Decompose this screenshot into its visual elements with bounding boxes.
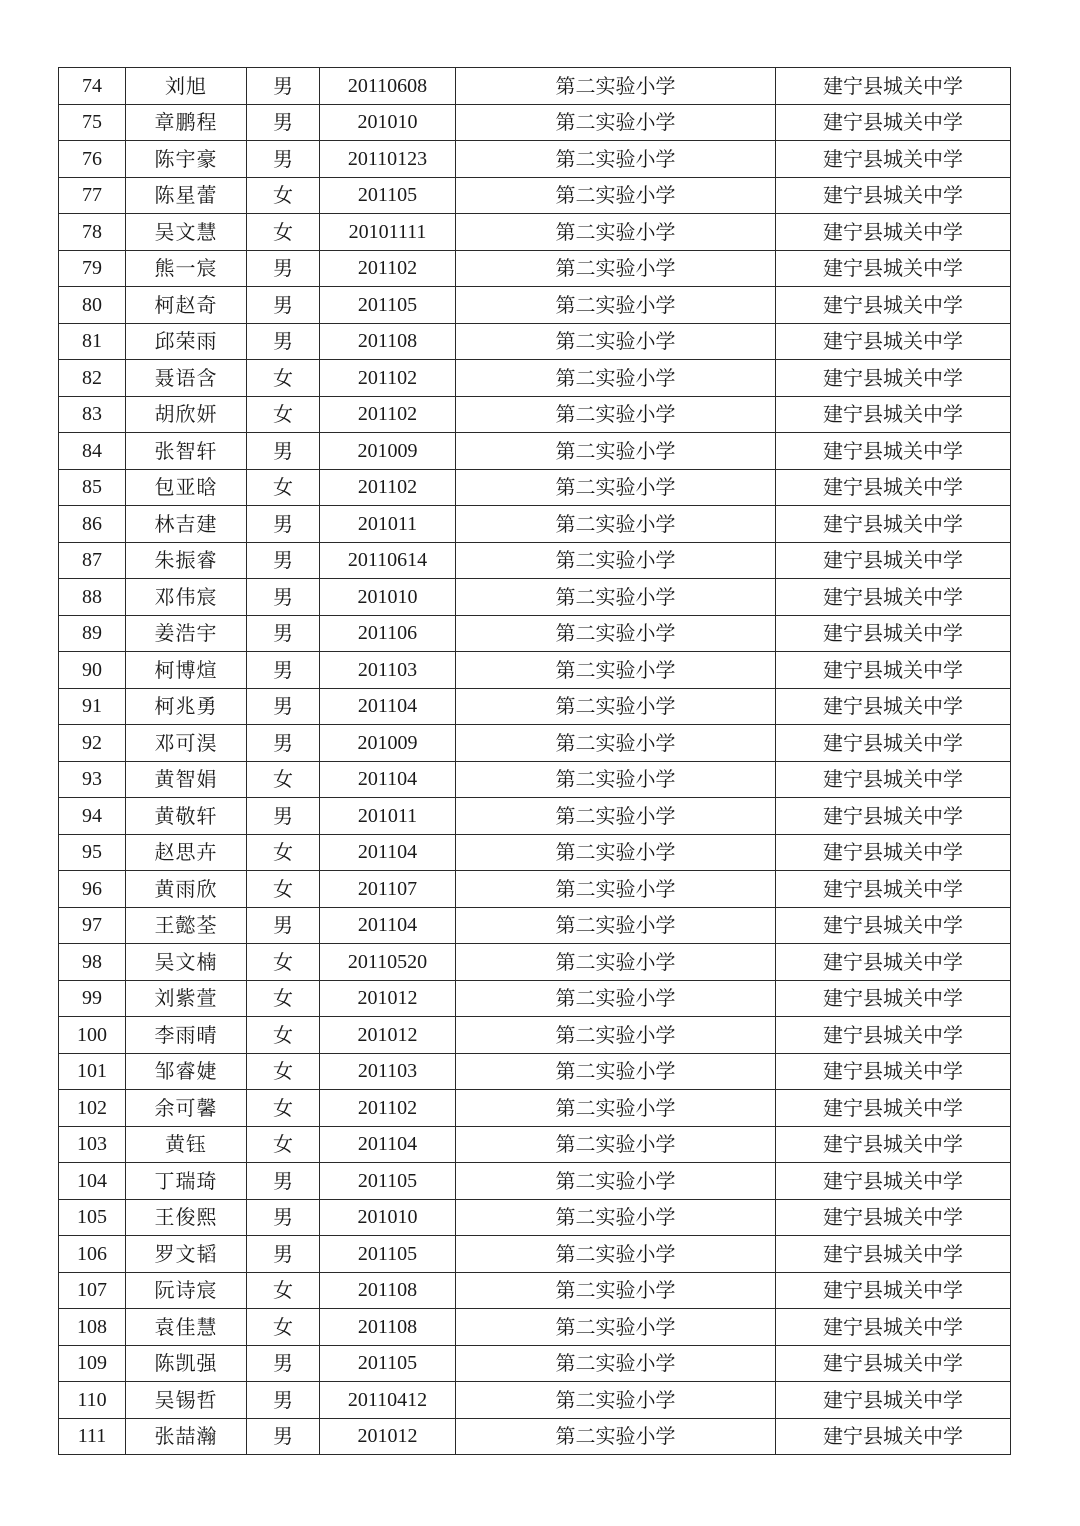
- row-number-cell: 110: [59, 1382, 126, 1419]
- gender-cell: 男: [247, 68, 320, 105]
- from-school-cell: 第二实验小学: [456, 980, 776, 1017]
- student-name-cell: 黄钰: [126, 1126, 247, 1163]
- roster-body: [59, 68, 1011, 1455]
- birth-date-cell: 201102: [320, 396, 456, 433]
- row-number-cell: 74: [59, 68, 126, 105]
- to-school-cell: 建宁县城关中学: [776, 761, 1011, 798]
- to-school-cell: 建宁县城关中学: [776, 579, 1011, 616]
- birth-date-cell: 201105: [320, 287, 456, 324]
- to-school-cell: 建宁县城关中学: [776, 433, 1011, 470]
- row-number-cell: 91: [59, 688, 126, 725]
- from-school-cell: 第二实验小学: [456, 1272, 776, 1309]
- table-row: [59, 1163, 1011, 1200]
- student-name-cell: 邓伟宸: [126, 579, 247, 616]
- gender-cell: 男: [247, 907, 320, 944]
- table-row: [59, 1418, 1011, 1455]
- table-row: [59, 214, 1011, 251]
- student-roster-table: [58, 67, 1011, 1455]
- student-name-cell: 朱振睿: [126, 542, 247, 579]
- row-number-cell: 109: [59, 1345, 126, 1382]
- gender-cell: 男: [247, 798, 320, 835]
- birth-date-cell: 201104: [320, 688, 456, 725]
- birth-date-cell: 201103: [320, 1053, 456, 1090]
- row-number-cell: 99: [59, 980, 126, 1017]
- from-school-cell: 第二实验小学: [456, 433, 776, 470]
- row-number-cell: 94: [59, 798, 126, 835]
- table-row: [59, 396, 1011, 433]
- table-row: [59, 360, 1011, 397]
- from-school-cell: 第二实验小学: [456, 871, 776, 908]
- birth-date-cell: 201104: [320, 907, 456, 944]
- row-number-cell: 84: [59, 433, 126, 470]
- to-school-cell: 建宁县城关中学: [776, 506, 1011, 543]
- row-number-cell: 100: [59, 1017, 126, 1054]
- to-school-cell: 建宁县城关中学: [776, 1163, 1011, 1200]
- from-school-cell: 第二实验小学: [456, 360, 776, 397]
- birth-date-cell: 201011: [320, 798, 456, 835]
- student-name-cell: 柯兆勇: [126, 688, 247, 725]
- gender-cell: 女: [247, 761, 320, 798]
- row-number-cell: 105: [59, 1199, 126, 1236]
- table-row: [59, 433, 1011, 470]
- birth-date-cell: 201009: [320, 725, 456, 762]
- table-row: [59, 141, 1011, 178]
- student-name-cell: 邓可淏: [126, 725, 247, 762]
- student-name-cell: 黄智娟: [126, 761, 247, 798]
- student-name-cell: 陈星蕾: [126, 177, 247, 214]
- gender-cell: 女: [247, 177, 320, 214]
- table-row: [59, 287, 1011, 324]
- birth-date-cell: 201105: [320, 1236, 456, 1273]
- birth-date-cell: 201104: [320, 834, 456, 871]
- to-school-cell: 建宁县城关中学: [776, 177, 1011, 214]
- birth-date-cell: 20110412: [320, 1382, 456, 1419]
- gender-cell: 男: [247, 652, 320, 689]
- from-school-cell: 第二实验小学: [456, 506, 776, 543]
- birth-date-cell: 201010: [320, 1199, 456, 1236]
- to-school-cell: 建宁县城关中学: [776, 469, 1011, 506]
- gender-cell: 男: [247, 506, 320, 543]
- student-name-cell: 黄敬轩: [126, 798, 247, 835]
- table-row: [59, 68, 1011, 105]
- row-number-cell: 86: [59, 506, 126, 543]
- row-number-cell: 92: [59, 725, 126, 762]
- gender-cell: 女: [247, 214, 320, 251]
- row-number-cell: 101: [59, 1053, 126, 1090]
- birth-date-cell: 201104: [320, 1126, 456, 1163]
- table-row: [59, 542, 1011, 579]
- table-row: [59, 469, 1011, 506]
- row-number-cell: 98: [59, 944, 126, 981]
- row-number-cell: 96: [59, 871, 126, 908]
- row-number-cell: 88: [59, 579, 126, 616]
- gender-cell: 男: [247, 1382, 320, 1419]
- student-name-cell: 柯博煊: [126, 652, 247, 689]
- gender-cell: 男: [247, 323, 320, 360]
- table-row: [59, 1382, 1011, 1419]
- student-name-cell: 王懿荃: [126, 907, 247, 944]
- to-school-cell: 建宁县城关中学: [776, 944, 1011, 981]
- to-school-cell: 建宁县城关中学: [776, 871, 1011, 908]
- student-name-cell: 柯赵奇: [126, 287, 247, 324]
- table-row: [59, 250, 1011, 287]
- student-name-cell: 吴文楠: [126, 944, 247, 981]
- table-row: [59, 944, 1011, 981]
- row-number-cell: 83: [59, 396, 126, 433]
- document-page: [58, 67, 1010, 1455]
- gender-cell: 男: [247, 250, 320, 287]
- table-row: [59, 761, 1011, 798]
- from-school-cell: 第二实验小学: [456, 1017, 776, 1054]
- to-school-cell: 建宁县城关中学: [776, 798, 1011, 835]
- from-school-cell: 第二实验小学: [456, 469, 776, 506]
- birth-date-cell: 201012: [320, 1418, 456, 1455]
- table-row: [59, 1017, 1011, 1054]
- row-number-cell: 108: [59, 1309, 126, 1346]
- row-number-cell: 81: [59, 323, 126, 360]
- from-school-cell: 第二实验小学: [456, 579, 776, 616]
- to-school-cell: 建宁县城关中学: [776, 652, 1011, 689]
- birth-date-cell: 201102: [320, 360, 456, 397]
- birth-date-cell: 201105: [320, 1345, 456, 1382]
- table-row: [59, 688, 1011, 725]
- student-name-cell: 王俊熙: [126, 1199, 247, 1236]
- table-row: [59, 980, 1011, 1017]
- gender-cell: 男: [247, 615, 320, 652]
- from-school-cell: 第二实验小学: [456, 688, 776, 725]
- row-number-cell: 78: [59, 214, 126, 251]
- birth-date-cell: 201108: [320, 323, 456, 360]
- birth-date-cell: 201102: [320, 469, 456, 506]
- to-school-cell: 建宁县城关中学: [776, 396, 1011, 433]
- row-number-cell: 89: [59, 615, 126, 652]
- gender-cell: 女: [247, 469, 320, 506]
- table-row: [59, 506, 1011, 543]
- gender-cell: 男: [247, 688, 320, 725]
- row-number-cell: 93: [59, 761, 126, 798]
- student-name-cell: 邱荣雨: [126, 323, 247, 360]
- to-school-cell: 建宁县城关中学: [776, 250, 1011, 287]
- table-row: [59, 871, 1011, 908]
- from-school-cell: 第二实验小学: [456, 652, 776, 689]
- student-name-cell: 张智轩: [126, 433, 247, 470]
- birth-date-cell: 201108: [320, 1309, 456, 1346]
- student-name-cell: 丁瑞琦: [126, 1163, 247, 1200]
- birth-date-cell: 201010: [320, 579, 456, 616]
- gender-cell: 女: [247, 980, 320, 1017]
- birth-date-cell: 20101111: [320, 214, 456, 251]
- table-row: [59, 834, 1011, 871]
- from-school-cell: 第二实验小学: [456, 177, 776, 214]
- row-number-cell: 87: [59, 542, 126, 579]
- student-name-cell: 陈宇豪: [126, 141, 247, 178]
- gender-cell: 男: [247, 1345, 320, 1382]
- from-school-cell: 第二实验小学: [456, 1345, 776, 1382]
- gender-cell: 女: [247, 1309, 320, 1346]
- to-school-cell: 建宁县城关中学: [776, 141, 1011, 178]
- birth-date-cell: 201106: [320, 615, 456, 652]
- row-number-cell: 107: [59, 1272, 126, 1309]
- to-school-cell: 建宁县城关中学: [776, 68, 1011, 105]
- table-row: [59, 907, 1011, 944]
- from-school-cell: 第二实验小学: [456, 104, 776, 141]
- gender-cell: 男: [247, 287, 320, 324]
- row-number-cell: 111: [59, 1418, 126, 1455]
- from-school-cell: 第二实验小学: [456, 1126, 776, 1163]
- from-school-cell: 第二实验小学: [456, 141, 776, 178]
- student-name-cell: 聂语含: [126, 360, 247, 397]
- to-school-cell: 建宁县城关中学: [776, 688, 1011, 725]
- to-school-cell: 建宁县城关中学: [776, 834, 1011, 871]
- from-school-cell: 第二实验小学: [456, 68, 776, 105]
- table-row: [59, 1090, 1011, 1127]
- to-school-cell: 建宁县城关中学: [776, 907, 1011, 944]
- gender-cell: 男: [247, 1199, 320, 1236]
- from-school-cell: 第二实验小学: [456, 214, 776, 251]
- to-school-cell: 建宁县城关中学: [776, 1199, 1011, 1236]
- row-number-cell: 97: [59, 907, 126, 944]
- student-name-cell: 赵思卉: [126, 834, 247, 871]
- birth-date-cell: 201104: [320, 761, 456, 798]
- row-number-cell: 106: [59, 1236, 126, 1273]
- from-school-cell: 第二实验小学: [456, 1309, 776, 1346]
- gender-cell: 女: [247, 1272, 320, 1309]
- gender-cell: 女: [247, 1126, 320, 1163]
- to-school-cell: 建宁县城关中学: [776, 615, 1011, 652]
- from-school-cell: 第二实验小学: [456, 396, 776, 433]
- student-name-cell: 章鹏程: [126, 104, 247, 141]
- student-name-cell: 张喆瀚: [126, 1418, 247, 1455]
- student-name-cell: 黄雨欣: [126, 871, 247, 908]
- to-school-cell: 建宁县城关中学: [776, 1017, 1011, 1054]
- table-row: [59, 1126, 1011, 1163]
- from-school-cell: 第二实验小学: [456, 798, 776, 835]
- table-row: [59, 615, 1011, 652]
- birth-date-cell: 20110123: [320, 141, 456, 178]
- to-school-cell: 建宁县城关中学: [776, 1382, 1011, 1419]
- to-school-cell: 建宁县城关中学: [776, 980, 1011, 1017]
- to-school-cell: 建宁县城关中学: [776, 725, 1011, 762]
- gender-cell: 女: [247, 396, 320, 433]
- from-school-cell: 第二实验小学: [456, 907, 776, 944]
- student-name-cell: 李雨晴: [126, 1017, 247, 1054]
- table-row: [59, 1236, 1011, 1273]
- row-number-cell: 95: [59, 834, 126, 871]
- from-school-cell: 第二实验小学: [456, 1163, 776, 1200]
- student-name-cell: 罗文韬: [126, 1236, 247, 1273]
- student-name-cell: 胡欣妍: [126, 396, 247, 433]
- table-row: [59, 104, 1011, 141]
- from-school-cell: 第二实验小学: [456, 287, 776, 324]
- to-school-cell: 建宁县城关中学: [776, 1345, 1011, 1382]
- from-school-cell: 第二实验小学: [456, 250, 776, 287]
- student-name-cell: 包亚晗: [126, 469, 247, 506]
- gender-cell: 男: [247, 1418, 320, 1455]
- to-school-cell: 建宁县城关中学: [776, 1090, 1011, 1127]
- gender-cell: 男: [247, 141, 320, 178]
- student-name-cell: 邹睿婕: [126, 1053, 247, 1090]
- student-name-cell: 吴锡哲: [126, 1382, 247, 1419]
- from-school-cell: 第二实验小学: [456, 1382, 776, 1419]
- gender-cell: 女: [247, 1090, 320, 1127]
- table-row: [59, 652, 1011, 689]
- row-number-cell: 90: [59, 652, 126, 689]
- birth-date-cell: 201107: [320, 871, 456, 908]
- gender-cell: 女: [247, 1017, 320, 1054]
- student-name-cell: 阮诗宸: [126, 1272, 247, 1309]
- birth-date-cell: 201105: [320, 177, 456, 214]
- student-name-cell: 陈凯强: [126, 1345, 247, 1382]
- row-number-cell: 79: [59, 250, 126, 287]
- to-school-cell: 建宁县城关中学: [776, 542, 1011, 579]
- from-school-cell: 第二实验小学: [456, 323, 776, 360]
- birth-date-cell: 201012: [320, 980, 456, 1017]
- to-school-cell: 建宁县城关中学: [776, 287, 1011, 324]
- from-school-cell: 第二实验小学: [456, 725, 776, 762]
- to-school-cell: 建宁县城关中学: [776, 104, 1011, 141]
- to-school-cell: 建宁县城关中学: [776, 1236, 1011, 1273]
- row-number-cell: 82: [59, 360, 126, 397]
- student-name-cell: 吴文慧: [126, 214, 247, 251]
- to-school-cell: 建宁县城关中学: [776, 1272, 1011, 1309]
- gender-cell: 男: [247, 1163, 320, 1200]
- birth-date-cell: 201009: [320, 433, 456, 470]
- birth-date-cell: 20110614: [320, 542, 456, 579]
- table-row: [59, 579, 1011, 616]
- gender-cell: 女: [247, 944, 320, 981]
- row-number-cell: 85: [59, 469, 126, 506]
- from-school-cell: 第二实验小学: [456, 944, 776, 981]
- student-name-cell: 姜浩宇: [126, 615, 247, 652]
- gender-cell: 女: [247, 871, 320, 908]
- row-number-cell: 104: [59, 1163, 126, 1200]
- gender-cell: 男: [247, 579, 320, 616]
- to-school-cell: 建宁县城关中学: [776, 1418, 1011, 1455]
- row-number-cell: 77: [59, 177, 126, 214]
- row-number-cell: 76: [59, 141, 126, 178]
- gender-cell: 女: [247, 834, 320, 871]
- row-number-cell: 80: [59, 287, 126, 324]
- table-row: [59, 177, 1011, 214]
- from-school-cell: 第二实验小学: [456, 1199, 776, 1236]
- gender-cell: 男: [247, 433, 320, 470]
- birth-date-cell: 201010: [320, 104, 456, 141]
- gender-cell: 男: [247, 725, 320, 762]
- gender-cell: 女: [247, 360, 320, 397]
- table-row: [59, 1309, 1011, 1346]
- to-school-cell: 建宁县城关中学: [776, 323, 1011, 360]
- gender-cell: 男: [247, 104, 320, 141]
- birth-date-cell: 201102: [320, 1090, 456, 1127]
- from-school-cell: 第二实验小学: [456, 1090, 776, 1127]
- table-row: [59, 798, 1011, 835]
- birth-date-cell: 20110608: [320, 68, 456, 105]
- student-name-cell: 袁佳慧: [126, 1309, 247, 1346]
- to-school-cell: 建宁县城关中学: [776, 214, 1011, 251]
- birth-date-cell: 201103: [320, 652, 456, 689]
- row-number-cell: 75: [59, 104, 126, 141]
- to-school-cell: 建宁县城关中学: [776, 1053, 1011, 1090]
- student-name-cell: 刘旭: [126, 68, 247, 105]
- from-school-cell: 第二实验小学: [456, 1418, 776, 1455]
- from-school-cell: 第二实验小学: [456, 834, 776, 871]
- from-school-cell: 第二实验小学: [456, 615, 776, 652]
- from-school-cell: 第二实验小学: [456, 542, 776, 579]
- gender-cell: 男: [247, 1236, 320, 1273]
- table-row: [59, 1053, 1011, 1090]
- student-name-cell: 林吉建: [126, 506, 247, 543]
- birth-date-cell: 201102: [320, 250, 456, 287]
- birth-date-cell: 201011: [320, 506, 456, 543]
- student-name-cell: 刘紫萱: [126, 980, 247, 1017]
- table-row: [59, 725, 1011, 762]
- student-name-cell: 熊一宸: [126, 250, 247, 287]
- from-school-cell: 第二实验小学: [456, 761, 776, 798]
- table-row: [59, 1199, 1011, 1236]
- birth-date-cell: 201012: [320, 1017, 456, 1054]
- to-school-cell: 建宁县城关中学: [776, 1126, 1011, 1163]
- gender-cell: 女: [247, 1053, 320, 1090]
- row-number-cell: 102: [59, 1090, 126, 1127]
- birth-date-cell: 201105: [320, 1163, 456, 1200]
- birth-date-cell: 20110520: [320, 944, 456, 981]
- student-name-cell: 余可馨: [126, 1090, 247, 1127]
- to-school-cell: 建宁县城关中学: [776, 360, 1011, 397]
- from-school-cell: 第二实验小学: [456, 1236, 776, 1273]
- from-school-cell: 第二实验小学: [456, 1053, 776, 1090]
- gender-cell: 男: [247, 542, 320, 579]
- table-row: [59, 323, 1011, 360]
- birth-date-cell: 201108: [320, 1272, 456, 1309]
- row-number-cell: 103: [59, 1126, 126, 1163]
- to-school-cell: 建宁县城关中学: [776, 1309, 1011, 1346]
- table-row: [59, 1345, 1011, 1382]
- table-row: [59, 1272, 1011, 1309]
